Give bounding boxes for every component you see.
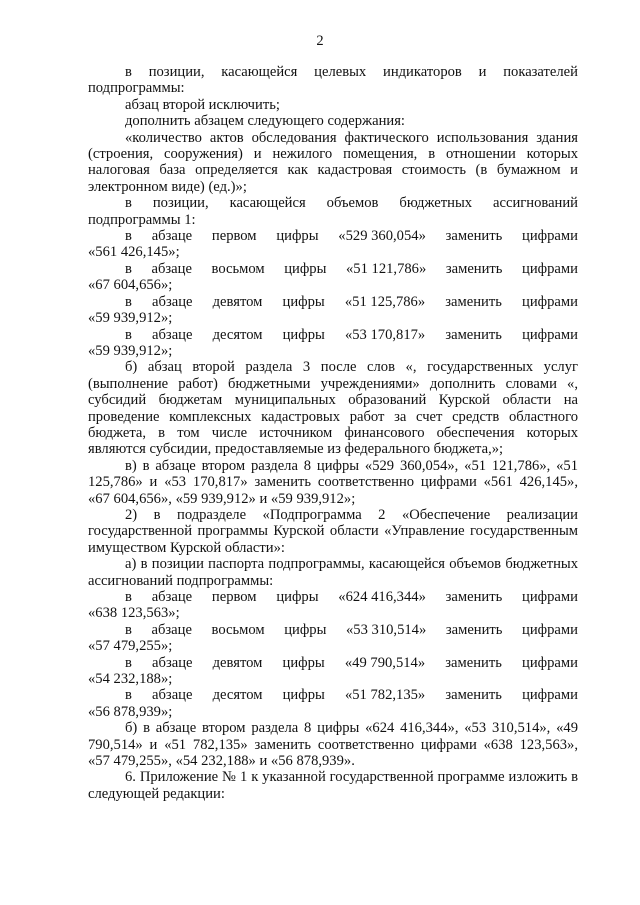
justified-line: в абзаце восьмом цифры «51 121,786» заменить цифрами bbox=[125, 260, 578, 277]
paragraph-continuation: «59 939,912»; bbox=[88, 310, 173, 327]
paragraph-continuation: «57 479,255»; bbox=[88, 638, 173, 655]
paragraph-replace-first bbox=[88, 228, 578, 261]
justified-line: в абзаце девятом цифры «49 790,514» заменить цифрами bbox=[125, 654, 578, 671]
justified-line: в абзаце десятом цифры «53 170,817» заменить цифрами bbox=[125, 326, 578, 343]
document-body bbox=[88, 64, 578, 802]
paragraph-continuation: «59 939,912»; bbox=[88, 342, 173, 359]
paragraph-add-content: дополнить абзацем следующего содержания: bbox=[125, 113, 405, 130]
page-number: 2 bbox=[316, 33, 324, 49]
paragraph-replace-tenth bbox=[88, 327, 578, 360]
paragraph-sp2-replace-eighth bbox=[88, 622, 578, 655]
paragraph-delete-second: абзац второй исключить; bbox=[125, 96, 280, 113]
paragraph-continuation: подпрограммы 1: bbox=[88, 211, 196, 228]
justified-line: в абзаце первом цифры «624 416,344» заменить цифрами bbox=[125, 589, 578, 605]
justified-line: в абзаце десятом цифры «51 782,135» заменить цифрами bbox=[125, 687, 578, 704]
justified-line: в позиции, касающейся целевых индикаторов и показателей bbox=[125, 64, 578, 80]
paragraph-replace-ninth bbox=[88, 294, 578, 327]
paragraph-quoted-indicator: «количество актов обследования фактического использования здания (строения, сооружения) и нежилого помещения, в отношении которых налоговая база определяется как кадастровая стоимость (в бумажном и электронном виде) (ед.)»; bbox=[88, 129, 578, 195]
paragraph-appendix-1: 6. Приложение № 1 к указанной государственной программе изложить в следующей редакции: bbox=[88, 769, 578, 802]
justified-line: в позиции, касающейся объемов бюджетных ассигнований bbox=[125, 195, 578, 212]
justified-line: в абзаце первом цифры «529 360,054» заменить цифрами bbox=[125, 228, 578, 245]
paragraph-continuation: «56 878,939»; bbox=[88, 703, 173, 720]
paragraph-passport-position: а) в позиции паспорта подпрограммы, касающейся объемов бюджетных ассигнований подпрограммы: bbox=[88, 556, 578, 589]
paragraph-continuation: «54 232,188»; bbox=[88, 671, 173, 688]
paragraph-continuation: «638 123,563»; bbox=[88, 605, 180, 622]
paragraph-continuation: «561 426,145»; bbox=[88, 244, 180, 261]
paragraph-budget-position bbox=[88, 195, 578, 228]
paragraph-indicators-position bbox=[88, 64, 578, 97]
paragraph-sp2-replace-tenth bbox=[88, 687, 578, 720]
paragraph-section-8: в) в абзаце втором раздела 8 цифры «529 360,054», «51 121,786», «51 125,786» и «53 170,817» заменить соответственно цифрами «561 426,145», «67 604,656», «59 939,912» и «59 939,912»; bbox=[88, 457, 578, 507]
paragraph-sp2-replace-ninth bbox=[88, 655, 578, 688]
justified-line: в абзаце восьмом цифры «53 310,514» заменить цифрами bbox=[125, 621, 578, 638]
paragraph-continuation: подпрограммы: bbox=[88, 80, 185, 97]
paragraph-replace-eighth bbox=[88, 261, 578, 294]
paragraph-section-3: б) абзац второй раздела 3 после слов «, государственных услуг (выполнение работ) бюджетными учреждениями» дополнить словами «, субсидий бюджетам муниципальных образований Курской области на проведение комплексных кадастровых работ за счет средств областного бюджета, в том числе источником финансового обеспечения которых являются субсидии, предоставляемые из федерального бюджета,»; bbox=[88, 359, 578, 458]
justified-line: в абзаце девятом цифры «51 125,786» заменить цифрами bbox=[125, 293, 578, 310]
paragraph-continuation: «67 604,656»; bbox=[88, 277, 173, 294]
paragraph-sp2-replace-first bbox=[88, 589, 578, 622]
paragraph-subprogram-2: 2) в подразделе «Подпрограмма 2 «Обеспечение реализации государственной программы Курской области «Управление государственным имуществом Курской области»: bbox=[88, 506, 578, 556]
paragraph-sp2-section-8: б) в абзаце втором раздела 8 цифры «624 416,344», «53 310,514», «49 790,514» и «51 782,135» заменить соответственно цифрами «638 123,563», «57 479,255», «54 232,188» и «56 878,939». bbox=[88, 720, 578, 770]
